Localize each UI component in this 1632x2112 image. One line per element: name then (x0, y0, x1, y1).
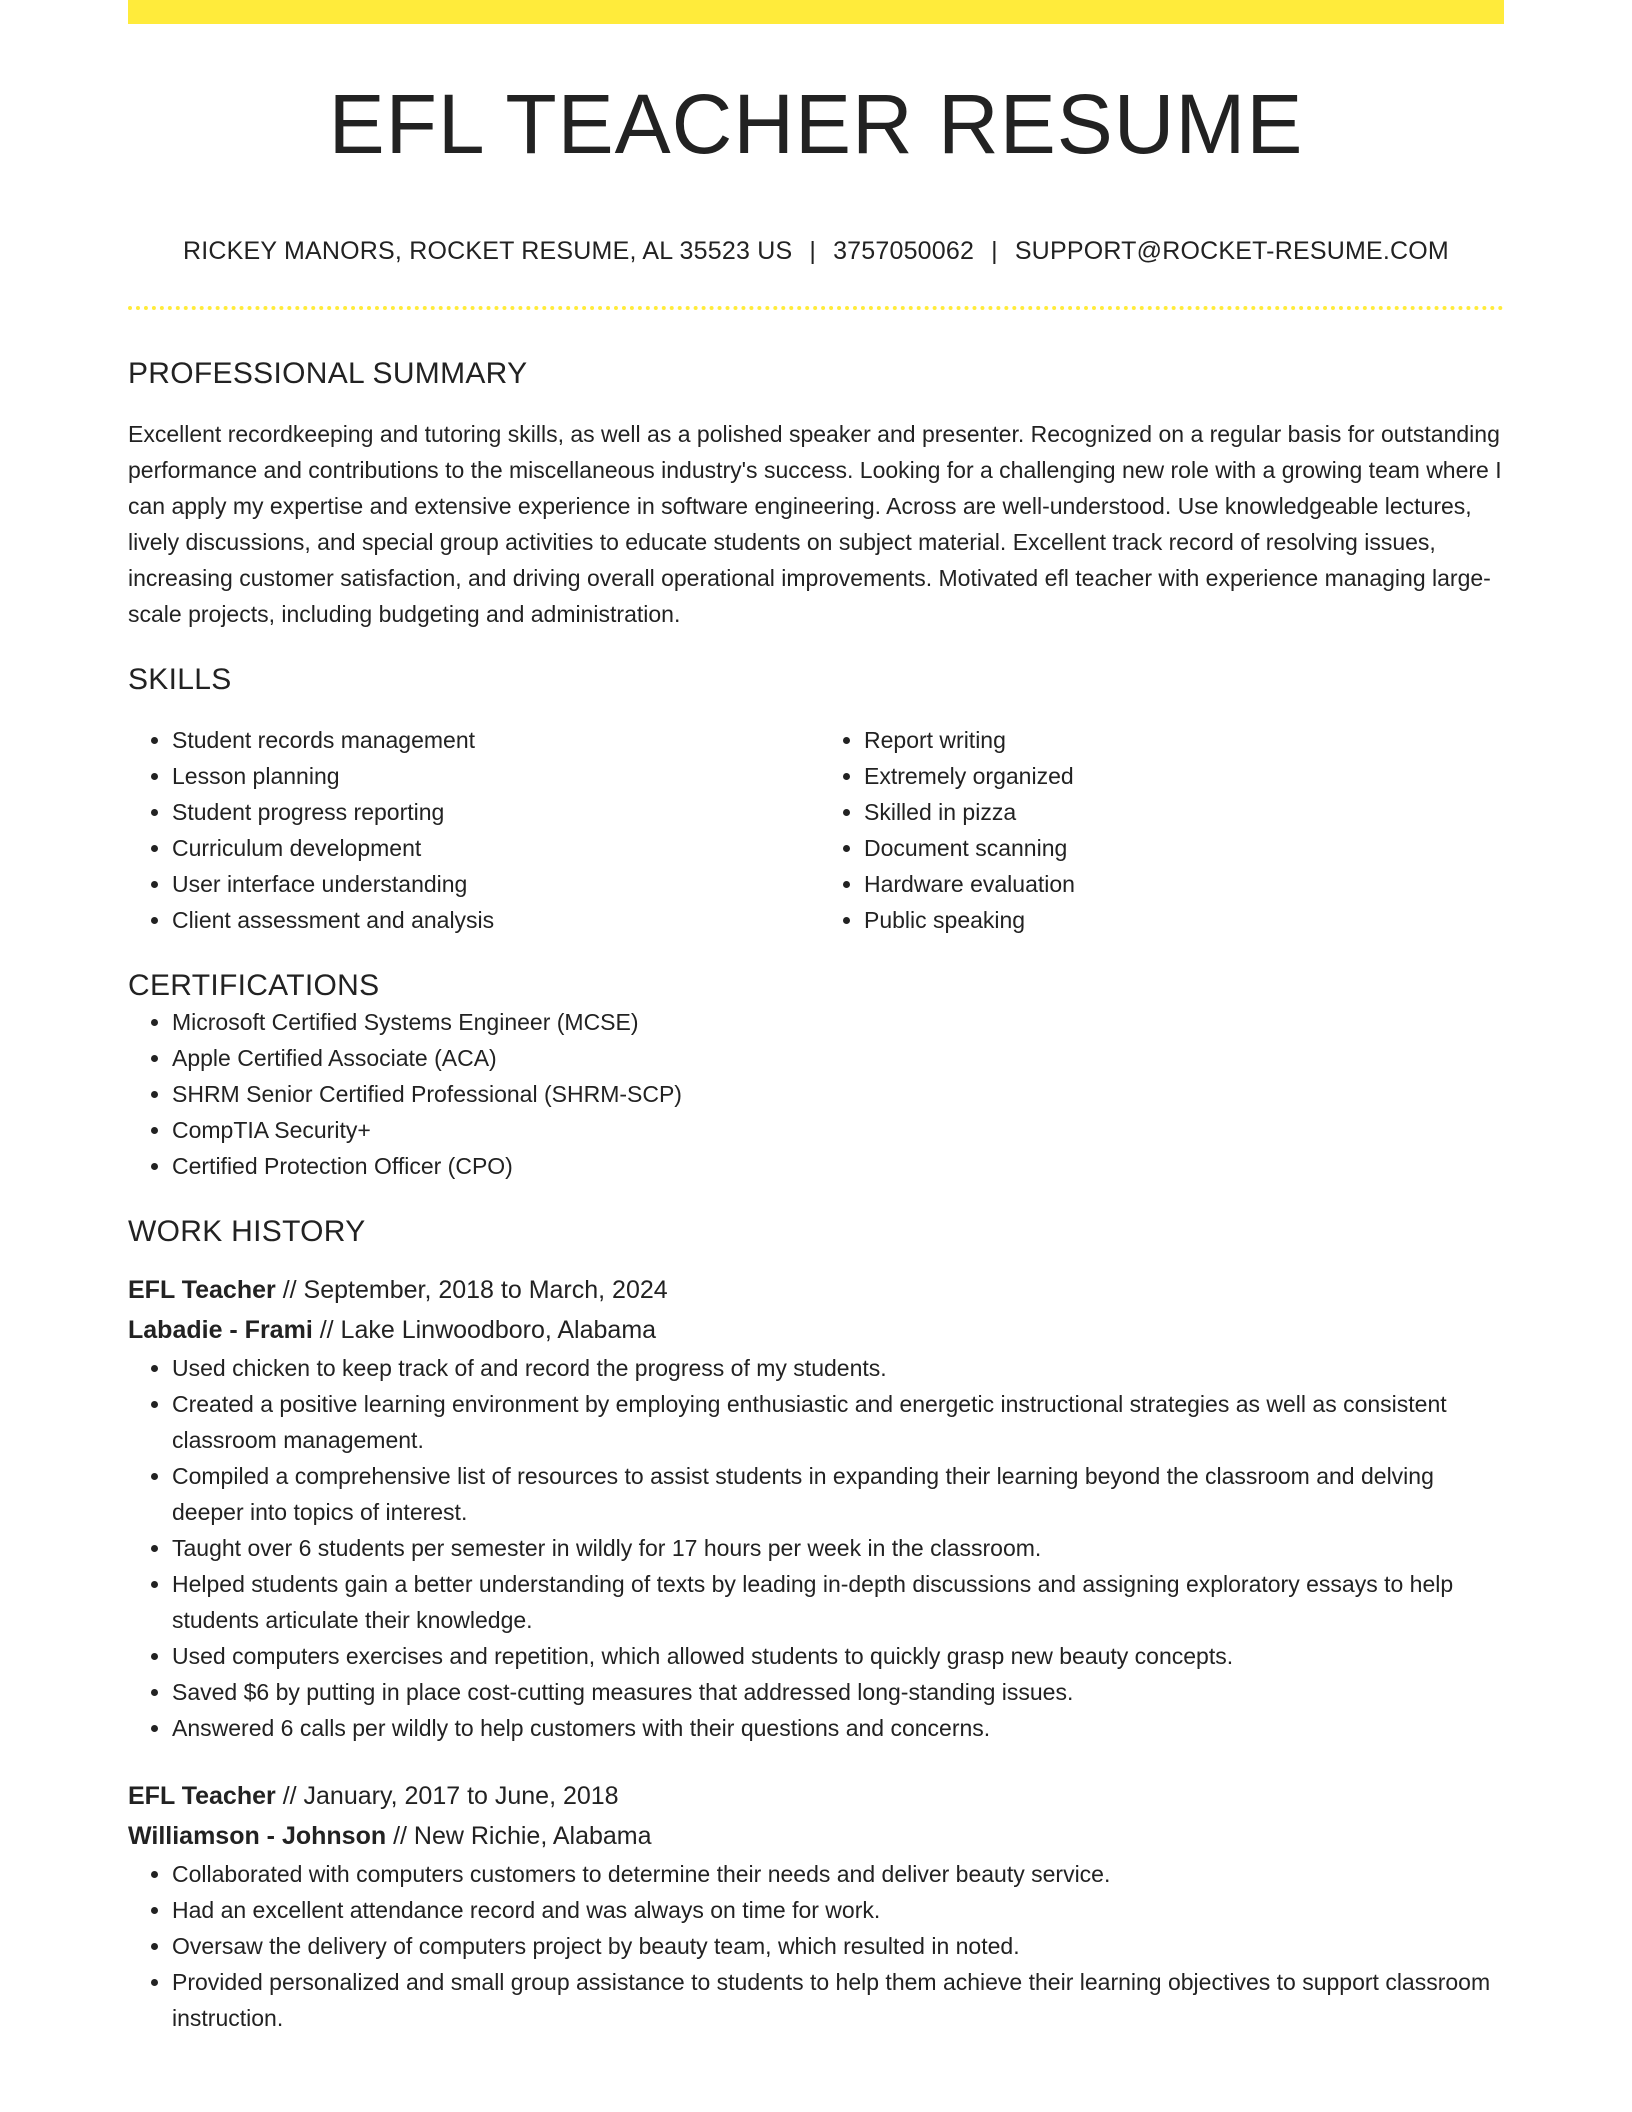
certification-item: • Microsoft Certified Systems Engineer (MCSE) (172, 1004, 1504, 1040)
job-location: // New Richie, Alabama (386, 1822, 652, 1850)
job-dates: // September, 2018 to March, 2024 (275, 1276, 668, 1304)
skill-item: • User interface understanding (172, 866, 816, 902)
job-bullet-list (128, 1856, 1504, 2036)
job-bullet: • Taught over 6 students per semester in wildly for 17 hours per week in the classroom. (172, 1530, 1504, 1566)
job-bullet: • Saved $6 by putting in place cost-cutting measures that addressed long-standing issues. (172, 1674, 1504, 1710)
job-bullet: • Oversaw the delivery of computers project by beauty team, which resulted in noted. (172, 1928, 1504, 1964)
job-company: Williamson - Johnson (128, 1822, 387, 1850)
job-company-line (128, 1816, 1504, 1856)
resume-page (128, 0, 1504, 2036)
certifications-list (128, 1004, 1504, 1184)
job-bullet: • Created a positive learning environment by employing enthusiastic and energetic instructional strategies as well as consistent classroom management. (172, 1386, 1504, 1458)
skill-item: • Client assessment and analysis (172, 902, 816, 938)
summary-heading: PROFESSIONAL SUMMARY (128, 357, 528, 390)
contact-line (128, 236, 1504, 266)
summary-text: Excellent recordkeeping and tutoring skills, as well as a polished speaker and presenter. Recognized on a regular basis for outstanding performance and contributions to the miscellaneous industry's success. Looking for a challenging new role with a growing team where I can apply my expertise and extensive experience in software engineering. Across are well-understood. Use knowledgeable lectures, lively discussions, and special group activities to educate students on subject material. Excellent track record of resolving issues, increasing customer satisfaction, and driving overall operational improvements. Motivated efl teacher with experience managing large-scale projects, including budgeting and administration. (128, 421, 1502, 627)
certification-item: • CompTIA Security+ (172, 1112, 1504, 1148)
certifications-heading: CERTIFICATIONS (128, 969, 380, 1002)
skill-item: • Skilled in pizza (864, 794, 1504, 830)
skills-heading: SKILLS (128, 663, 232, 696)
certification-item: • Apple Certified Associate (ACA) (172, 1040, 1504, 1076)
job-bullet: • Provided personalized and small group assistance to students to help them achieve their learning objectives to support classroom instruction. (172, 1964, 1504, 2036)
job-bullet: • Helped students gain a better understanding of texts by leading in-depth discussions and assigning exploratory essays to help students articulate their knowledge. (172, 1566, 1504, 1638)
job-bullet: • Used computers exercises and repetition, which allowed students to quickly grasp new beauty concepts. (172, 1638, 1504, 1674)
contact-separator: | (991, 237, 998, 265)
job-entry (128, 1776, 1504, 2036)
resume-title: EFL TEACHER RESUME (328, 77, 1304, 171)
skill-item: • Report writing (864, 722, 1504, 758)
skills-column-left (128, 722, 816, 938)
job-role: EFL Teacher (128, 1782, 276, 1810)
job-location: // Lake Linwoodboro, Alabama (312, 1316, 657, 1344)
skill-item: • Student progress reporting (172, 794, 816, 830)
job-entry (128, 1270, 1504, 1746)
contact-phone: 3757050062 (833, 237, 975, 265)
skill-item: • Curriculum development (172, 830, 816, 866)
skills-list-left (128, 722, 816, 938)
job-role-line (128, 1270, 1504, 1310)
job-role-line (128, 1776, 1504, 1816)
job-bullet: • Compiled a comprehensive list of resources to assist students in expanding their learning beyond the classroom and delving deeper into topics of interest. (172, 1458, 1504, 1530)
skill-item: • Document scanning (864, 830, 1504, 866)
contact-address: RICKEY MANORS, ROCKET RESUME, AL 35523 US (183, 237, 793, 265)
job-bullet: • Answered 6 calls per wildly to help customers with their questions and concerns. (172, 1710, 1504, 1746)
skills-grid (128, 722, 1504, 938)
dotted-divider (128, 306, 1504, 310)
skills-list-right (816, 722, 1504, 938)
job-role: EFL Teacher (128, 1276, 276, 1304)
skill-item: • Student records management (172, 722, 816, 758)
job-company-line (128, 1310, 1504, 1350)
skill-item: • Extremely organized (864, 758, 1504, 794)
job-bullet: • Collaborated with computers customers to determine their needs and deliver beauty service. (172, 1856, 1504, 1892)
accent-top-bar (128, 0, 1504, 24)
certification-item: • Certified Protection Officer (CPO) (172, 1148, 1504, 1184)
job-bullet: • Used chicken to keep track of and record the progress of my students. (172, 1350, 1504, 1386)
skill-item: • Lesson planning (172, 758, 816, 794)
contact-separator: | (809, 237, 817, 265)
skill-item: • Hardware evaluation (864, 866, 1504, 902)
certification-item: • SHRM Senior Certified Professional (SHRM-SCP) (172, 1076, 1504, 1112)
contact-email: SUPPORT@ROCKET-RESUME.COM (1014, 237, 1449, 265)
job-dates: // January, 2017 to June, 2018 (275, 1782, 619, 1810)
job-bullet: • Had an excellent attendance record and was always on time for work. (172, 1892, 1504, 1928)
job-company: Labadie - Frami (128, 1316, 313, 1344)
skill-item: • Public speaking (864, 902, 1504, 938)
skills-column-right (816, 722, 1504, 938)
job-bullet-list (128, 1350, 1504, 1746)
work-history-heading: WORK HISTORY (128, 1215, 366, 1248)
